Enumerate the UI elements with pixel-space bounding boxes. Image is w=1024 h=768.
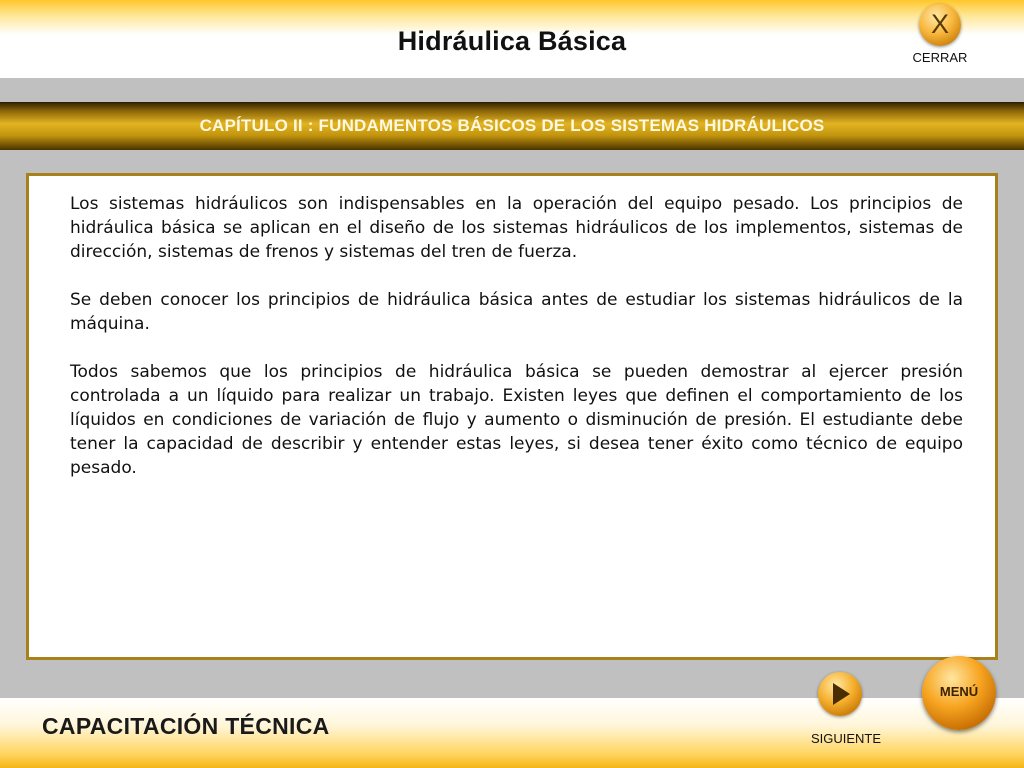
footer-brand: CAPACITACIÓN TÉCNICA	[42, 713, 330, 739]
paragraph-3: Todos sabemos que los principios de hidráulica básica se pueden demostrar al ejercer presión controlada a un líquido para realizar un trabajo. Existen leyes que definen el comportamiento de los líquidos en condiciones de variación de flujo y aumento o disminución de presión. El estudiante debe tener la capacidad de describir y entender estas leyes, si desea tener éxito como técnico de equipo pesado.	[70, 362, 963, 478]
content-panel	[26, 173, 998, 660]
menu-label: MENÚ	[939, 684, 979, 699]
chapter-title: CAPÍTULO II : FUNDAMENTOS BÁSICOS DE LOS SISTEMAS HIDRÁULICOS	[199, 116, 825, 135]
page-title: Hidráulica Básica	[397, 26, 627, 56]
header-bar	[0, 0, 1024, 78]
paragraph-2: Se deben conocer los principios de hidráulica básica antes de estudiar los sistemas hidráulicos de la máquina.	[70, 290, 963, 334]
paragraph-1: Los sistemas hidráulicos son indispensables en la operación del equipo pesado. Los principios de hidráulica básica se aplican en el diseño de los sistemas hidráulicos de los implementos, sistemas de dirección, sistemas de frenos y sistemas del tren de fuerza.	[70, 194, 963, 262]
content-text	[70, 192, 963, 504]
close-label: CERRAR	[912, 50, 968, 65]
menu-button[interactable]	[922, 656, 996, 730]
play-arrow-icon	[833, 683, 850, 705]
close-button[interactable]	[919, 4, 961, 46]
next-label: SIGUIENTE	[810, 731, 882, 746]
next-button[interactable]	[818, 672, 862, 716]
close-icon: X	[930, 9, 949, 39]
chapter-banner	[0, 102, 1024, 150]
